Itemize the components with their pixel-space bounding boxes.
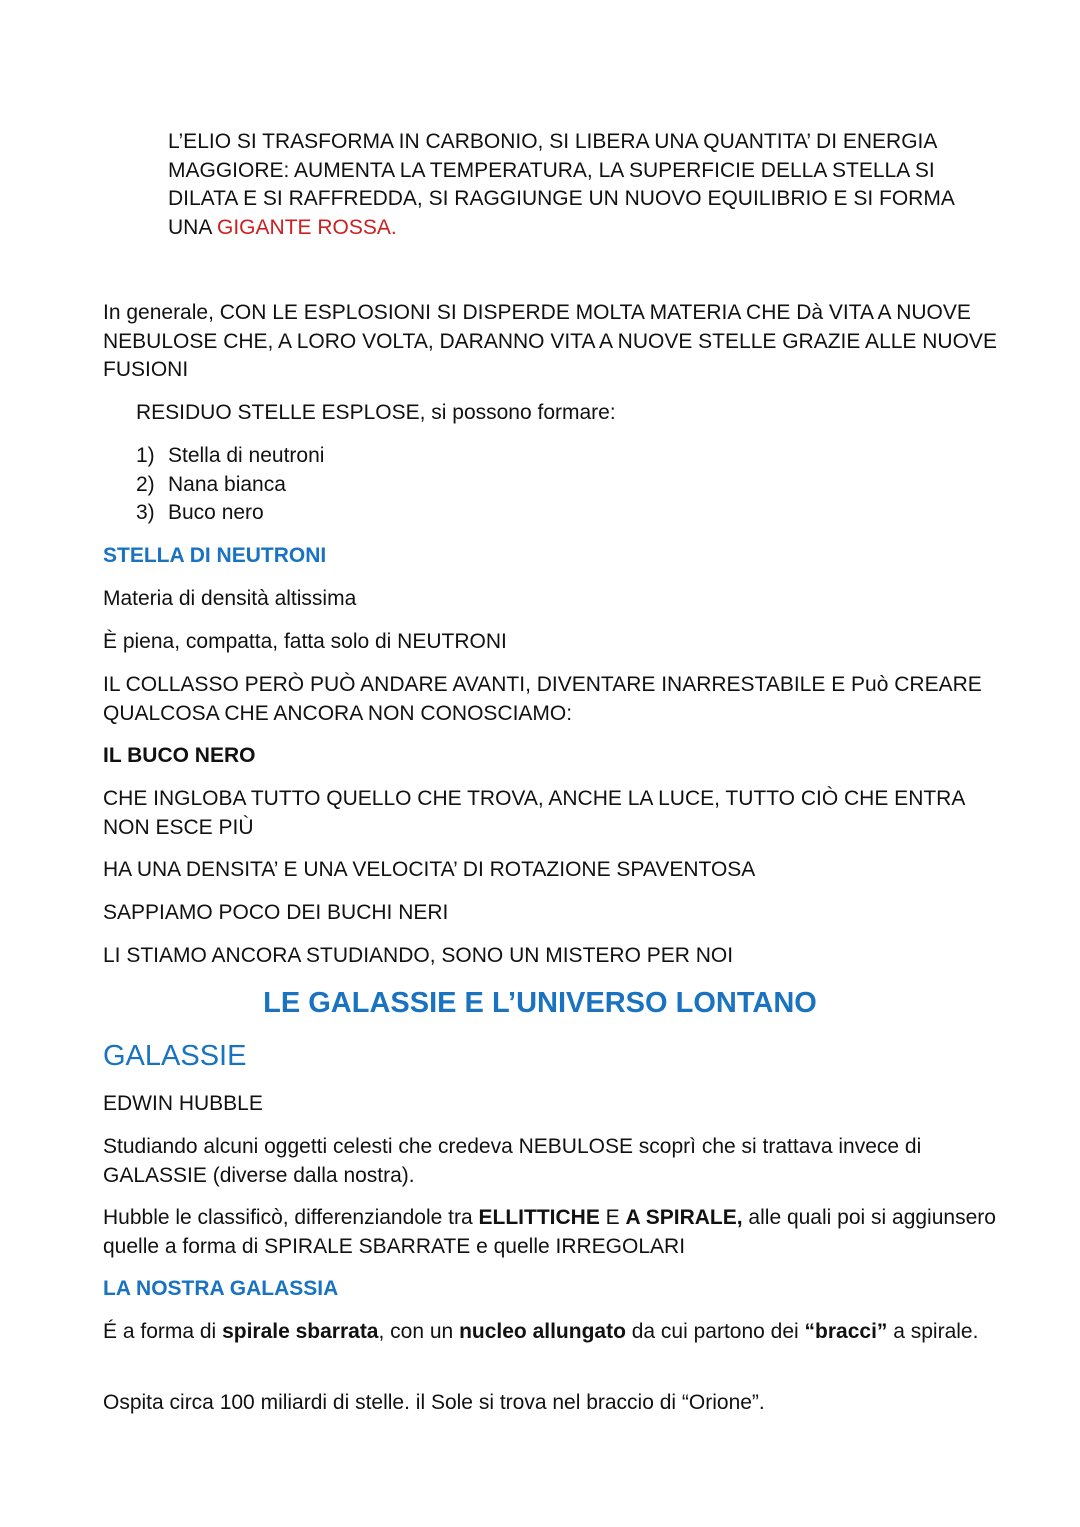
list-text: Nana bianca [168,472,286,496]
intro-paragraph [168,128,988,242]
nostra-p1-c: , con un [378,1320,460,1343]
galassie-p1: EDWIN HUBBLE [103,1092,263,1115]
gigante-rossa-highlight: GIGANTE ROSSA. [217,215,397,239]
heading-stella-neutroni: STELLA DI NEUTRONI [103,544,327,567]
list-number: 1) [136,444,155,467]
general-paragraph: In generale, CON LE ESPLOSIONI SI DISPERDE MOLTA MATERIA CHE Dà VITA A NUOVE NEBULOSE CHE, A LORO VOLTA, DARANNO VITA A NUOVE STELLE GRAZIE ALLE NUOVE FUSIONI [103,301,997,381]
list-item [136,471,996,500]
spirale-sbarrata-bold: spirale sbarrata [222,1320,379,1343]
nostra-p1-g: a spirale. [887,1320,979,1343]
neutroni-p3: IL COLLASSO PERÒ PUÒ ANDARE AVANTI, DIVENTARE INARRESTABILE E Può CREARE QUALCOSA CHE ANCORA NON CONOSCIAMO: [103,673,982,725]
buco-nero-p4: LI STIAMO ANCORA STUDIANDO, SONO UN MISTERO PER NOI [103,944,734,967]
buco-nero-p1: CHE INGLOBA TUTTO QUELLO CHE TROVA, ANCHE LA LUCE, TUTTO CIÒ CHE ENTRA NON ESCE PIÙ [103,787,965,839]
nucleo-allungato-bold: nucleo allungato [459,1320,626,1343]
list-item [136,442,996,471]
list-number: 2) [136,472,155,496]
residuo-line: RESIDUO STELLE ESPLOSE, si possono formare: [136,401,616,424]
list-number: 3) [136,501,155,524]
ellittiche-bold: ELLITTICHE [478,1206,600,1229]
list-item [136,499,996,528]
heading-buco-nero: IL BUCO NERO [103,744,256,767]
heading-galassie: GALASSIE [103,1040,247,1072]
nostra-p1-e: da cui partono dei [625,1320,805,1343]
intro-text: L’ELIO SI TRASFORMA IN CARBONIO, SI LIBERA UNA QUANTITA’ DI ENERGIA MAGGIORE: AUMENTA LA TEMPERATURA, LA SUPERFICIE DELLA STELLA SI DILATA E SI RAFFREDDA, SI RAGGIUNGE UN NUOVO EQUILIBRIO E SI FORMA UNA [168,130,954,239]
buco-nero-p3: SAPPIAMO POCO DEI BUCHI NERI [103,901,449,924]
galassie-p2: Studiando alcuni oggetti celesti che credeva NEBULOSE scoprì che si trattava invece di GALASSIE (diverse dalla nostra). [103,1135,922,1187]
galassie-p3-e: alle quali poi si aggiunsero quelle a forma di SPIRALE SBARRATE e quelle IRREGOLARI [103,1206,996,1258]
galassie-p3-a: Hubble le classificò, differenziandole tra [103,1206,479,1229]
section-title: LE GALASSIE E L’UNIVERSO LONTANO [263,987,817,1019]
list-text: Stella di neutroni [168,444,325,467]
neutroni-p1: Materia di densità altissima [103,587,357,610]
galassie-p3 [103,1204,1003,1261]
heading-nostra-galassia: LA NOSTRA GALASSIA [103,1277,339,1300]
list-text: Buco nero [168,501,264,524]
buco-nero-p2: HA UNA DENSITA’ E UNA VELOCITA’ DI ROTAZIONE SPAVENTOSA [103,858,756,881]
neutroni-p2: È piena, compatta, fatta solo di NEUTRONI [103,630,507,653]
a-spirale-bold: A SPIRALE, [625,1206,743,1229]
nostra-p1 [103,1318,1003,1347]
nostra-p1-a: É a forma di [103,1320,223,1343]
galassie-p3-c: E [599,1206,626,1229]
nostra-p2: Ospita circa 100 miliardi di stelle. il Sole si trova nel braccio di “Orione”. [103,1391,765,1414]
bracci-bold: “bracci” [804,1320,888,1343]
residuo-list [136,442,996,528]
